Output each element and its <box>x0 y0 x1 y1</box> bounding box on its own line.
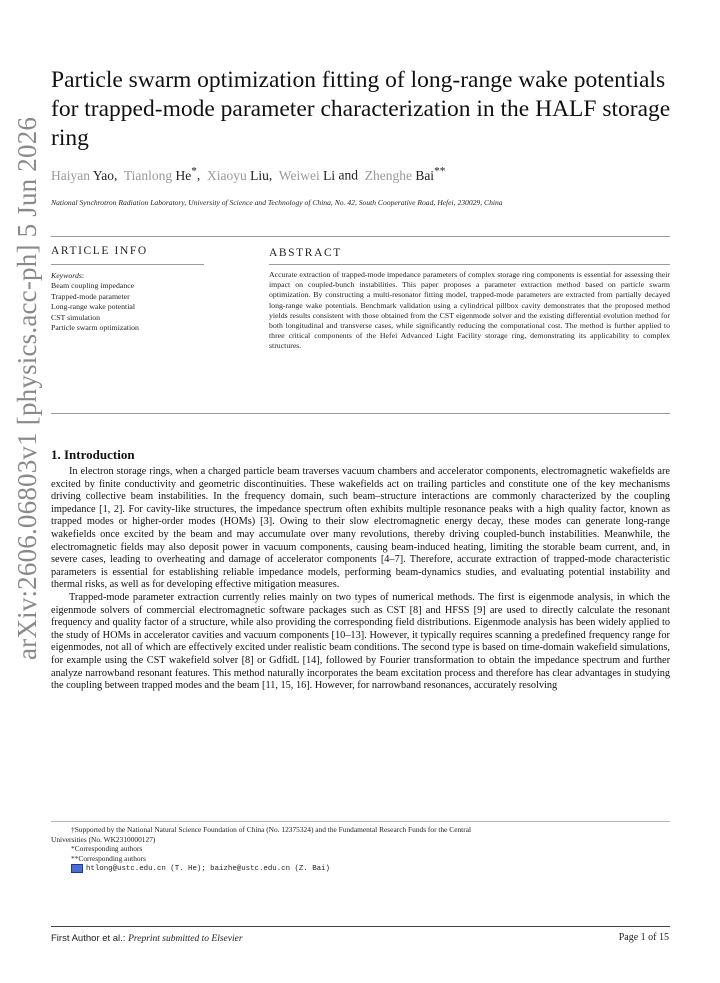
author-family-name: Yao <box>92 167 114 183</box>
footnote-rule <box>51 821 670 822</box>
page-number: Page 1 of 15 <box>618 932 669 943</box>
author-given-name: Zhenghe <box>364 167 412 183</box>
paper-title: Particle swarm optimization fitting of long-range wake potentials for trapped-mode parameter characterization in the HALF storage ring <box>51 67 671 151</box>
keyword: Particle swarm optimization <box>51 323 139 333</box>
divider <box>51 236 670 237</box>
author-given-name: Xiaoyu <box>207 167 247 183</box>
mail-icon <box>71 864 83 873</box>
author-mark: ** <box>434 165 446 177</box>
keyword: Long-range wake potential <box>51 302 135 312</box>
author-family-name: Liu <box>250 167 269 183</box>
funding-footnote: †Supported by the National Natural Science Foundation of China (No. 12375324) and the Fundamental Research Funds for the Central <box>71 825 472 834</box>
keywords-label: Keywords <box>51 271 82 280</box>
author-mark: * <box>191 165 197 177</box>
divider <box>51 264 204 265</box>
affiliation: National Synchrotron Radiation Laboratory, University of Science and Technology of China, No. 42, South Cooperative Road, Hefei, 230029, China <box>51 198 503 207</box>
author-given-name: Haiyan <box>51 167 90 183</box>
keyword: Beam coupling impedance <box>51 281 135 291</box>
article-info-heading: ARTICLE INFO <box>51 245 148 257</box>
abstract-heading: ABSTRACT <box>269 247 342 259</box>
paragraph: Trapped-mode parameter extraction currently relies mainly on two types of numerical methods. The first is eigenmode analysis, in which the eigenmode solvers of commercial electromagnetic software packages such as CST [8] and HFSS [9] are used to directly calculate the resonant frequency and quality factor of a structure, while also providing the corresponding field distributions. Eigenmode analysis has been widely applied to the study of HOMs in accelerator cavities and vacuum components [10–13]. However, it typically requires scanning a predefined frequency range for eigenmodes, not all of which are effectively excited under realistic beam conditions. The second type is based on time-domain wakefield simulations, for example using the CST wakefield solver [8] or GdfidL [14], followed by Fourier transformation to obtain the impedance spectrum and further analyze narrowband resonant features. This method naturally incorporates the beam excitation process and therefore has clear advantages in studying the coupling between trapped modes and the beam [11, 15, 16]. However, for narrowband resonances, accurately resolving <box>51 591 670 692</box>
author <box>279 168 335 183</box>
footer-author: First Author et al.: <box>51 933 126 944</box>
author-given-name: Tianlong <box>123 167 173 183</box>
author <box>51 168 114 183</box>
section-heading: 1. Introduction <box>51 447 135 462</box>
arxiv-identifier-stamp: arXiv:2606.06803v1 [physics.acc-ph] 5 Jun 2026 <box>12 116 42 660</box>
keyword: CST simulation <box>51 312 101 322</box>
corresponding-note: *Corresponding authors <box>71 844 143 854</box>
section-body <box>51 466 670 693</box>
author <box>207 168 269 183</box>
footnotes <box>51 825 670 875</box>
footer-rule <box>51 926 670 927</box>
corresponding-note: **Corresponding authors <box>71 853 146 863</box>
keywords-block: Keywords: Beam coupling impedance Trapped-mode parameter Long-range wake potential CST simulation Particle swarm optimization <box>51 271 139 333</box>
keyword: Trapped-mode parameter <box>51 291 130 301</box>
paragraph: In electron storage rings, when a charged particle beam traverses vacuum chambers and accelerator components, electromagnetic wakefields are excited by finite conductivity and geometric discontinuities. These wakefields act on trailing particles and constitute one of the key mechanisms driving collective beam instabilities. In the frequency domain, such beam–structure interactions are commonly characterized by the coupling impedance [1, 2]. For cavity-like structures, the impedance spectrum often exhibits multiple resonance peaks with a high quality factor, known as trapped modes or higher-order modes (HOMs) [3]. Owing to their slow electromagnetic energy decay, these modes can generate long-range wakefields once excited by the beam and may accumulate over many revolutions, thereby driving coupled-bunch instabilities. Meanwhile, the electromagnetic fields may also deposit power in vacuum components, causing beam-induced heating, limiting the storable beam current, and, in severe cases, leading to overheating and damage of accelerator components [4–7]. Therefore, accurate extraction of trapped-mode characteristic parameters is essential for establishing reliable impedance models, performing beam-dynamics studies, and evaluating potential instability and thermal risks, as well as for developing effective mitigation measures. <box>51 466 670 591</box>
author-family-name: Li <box>323 167 336 183</box>
author-given-name: Weiwei <box>278 167 320 183</box>
funding-footnote-cont: Universities (No. WK2310000127) <box>51 834 156 844</box>
divider <box>51 413 670 414</box>
email-line <box>51 863 670 875</box>
author <box>123 165 197 183</box>
author-family-name: Bai <box>415 167 435 183</box>
author-list: Haiyan Yao, Tianlong He*, Xiaoyu Liu, Weiwei Li and Zhenghe Bai** <box>51 165 446 183</box>
running-footer <box>51 933 243 944</box>
author-family-name: He <box>175 167 192 183</box>
divider <box>269 264 670 265</box>
email-addresses[interactable]: htlong@ustc.edu.cn (T. He); baizhe@ustc.edu.cn (Z. Bai) <box>86 865 330 874</box>
author <box>364 165 446 183</box>
footer-preprint-note: Preprint submitted to Elsevier <box>128 934 243 944</box>
abstract-text: Accurate extraction of trapped-mode impedance parameters of complex storage ring components is essential for assessing their impact on coupled-bunch instabilities. This paper proposes a parameter extraction method based on particle swarm optimization. By constructing a multi-resonator fitting model, trapped-mode parameters are extracted from partially decayed long-range wake potentials. Benchmark validation using a cylindrical pillbox cavity demonstrates that the proposed method yields results consistent with those obtained from the CST eigenmode solver and the existing differential evolution method for both longitudinal and transverse cases, while significantly reducing the computational cost. The method is further applied to three critical components of the Hefei Advanced Light Facility storage ring, demonstrating its applicability to complex structures. <box>269 270 670 351</box>
